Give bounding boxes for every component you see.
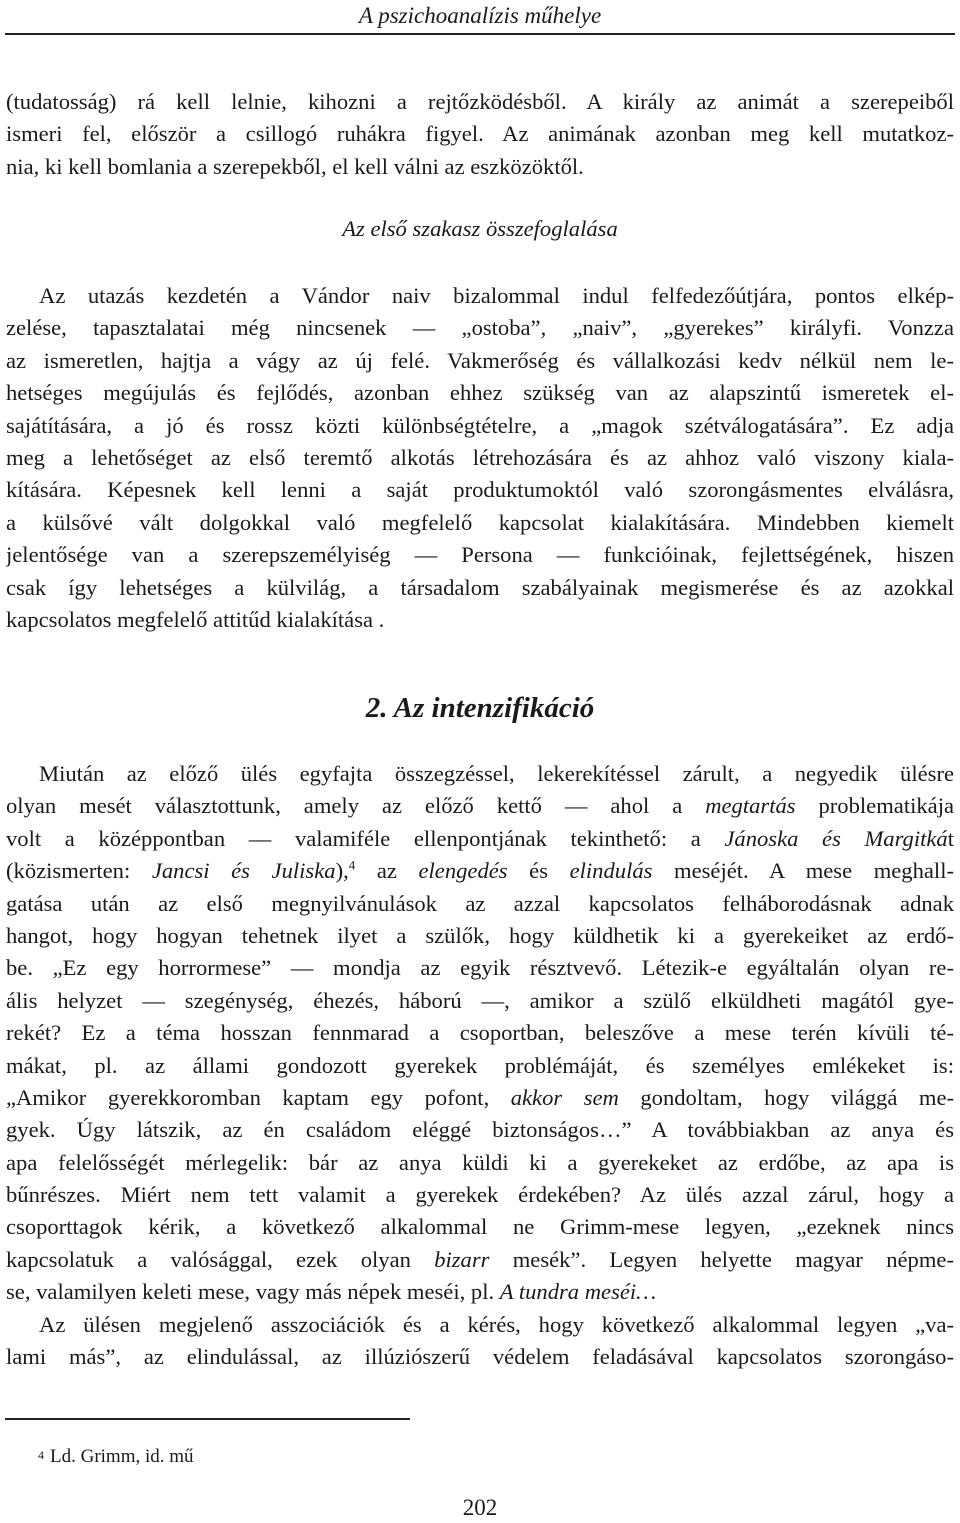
subsection-title: Az első szakasz összefoglalása xyxy=(342,216,618,241)
running-title: A pszichoanalízis műhelye xyxy=(358,3,602,28)
page-number: 202 xyxy=(462,1495,498,1520)
text-line: se, valamilyen keleti mese, vagy más népek meséi, pl. A tundra meséi… xyxy=(6,1279,657,1305)
summary-paragraph xyxy=(6,280,954,636)
emphasis: elindulás xyxy=(569,858,653,884)
emphasis: bizarr xyxy=(434,1246,490,1272)
text-line: volt a középpontban — valamiféle ellenpontjának tekinthető: a Jánoska és Margitkát xyxy=(6,825,954,851)
text-line: olyan mesét választottunk, amely az előző kettő — ahol a megtartás problematikája xyxy=(6,793,954,819)
text-line: a külsővé vált dolgokkal való megfelelő kapcsolat kialakítására. Mindebben kiemelt xyxy=(6,509,954,535)
text-line: ismeri fel, először a csillogó ruhákra figyel. Az animának azonban meg kell mutatkoz- xyxy=(6,121,954,147)
text-line: bűnrészes. Miért nem tett valamit a gyerekek érdekében? Az ülés azzal zárul, hogy a xyxy=(6,1182,954,1208)
text-line: Az ülésen megjelenő asszociációk és a kérés, hogy következő alkalommal legyen „va- xyxy=(39,1311,954,1337)
header-rule xyxy=(5,33,955,35)
text-line: jelentősége van a szerepszemélyiség — Persona — funkcióinak, fejlettségének, hiszen xyxy=(6,542,954,568)
text-line: kítására. Képesnek kell lenni a saját produktumoktól való szorongásmentes elválásra, xyxy=(6,477,954,503)
footnote-text: Ld. Grimm, id. mű xyxy=(50,1446,194,1467)
paragraph-continuation xyxy=(6,86,954,183)
text-line: be. „Ez egy horrormese” — mondja az egyik résztvevő. Létezik-e egyáltalán olyan re- xyxy=(6,955,954,981)
emphasis: A tundra meséi… xyxy=(499,1279,657,1305)
text-line: (tudatosság) rá kell lelnie, kihozni a rejtőzködésből. A király az animát a szerepeiből xyxy=(6,89,954,114)
section-paragraph xyxy=(6,758,954,1373)
text-line: hetséges megújulás és fejlődés, azonban ehhez szükség van az alapszintű ismeretek el- xyxy=(6,380,954,406)
text-line: (közismerten: Jancsi és Juliska),$^4$ az elengedés és elindulás meséjét. A mese meghall- xyxy=(6,857,954,884)
text-line: az ismeretlen, hajtja a vágy az új felé. Vakmerőség és vállalkozási kedv nélkül nem le- xyxy=(6,347,954,373)
text-line: „Amikor gyerekkoromban kaptam egy pofont, akkor sem gondoltam, hogy világgá me- xyxy=(6,1084,954,1110)
text-line: gatása után az első megnyilvánulások az azzal kapcsolatos felháborodásnak adnak xyxy=(6,890,954,916)
text-line: sajátítására, a jó és rossz közti különbségtételre, a „magok szétválogatására”. Ez adja xyxy=(6,412,954,438)
emphasis: Jancsi és Juliska xyxy=(151,858,336,884)
text-line: lami más”, az elindulással, az illúziószerű védelem feladásával kapcsolatos szorongáso- xyxy=(6,1344,954,1370)
text-line: csoporttagok kérik, a következő alkalommal ne Grimm-mese legyen, „ezeknek nincs xyxy=(6,1214,954,1240)
text-line: csak így lehetséges a külvilág, a társadalom szabályainak megismerése és az azokkal xyxy=(6,574,954,600)
text-line: kapcsolatuk a valósággal, ezek olyan bizarr mesék”. Legyen helyette magyar népme- xyxy=(6,1246,954,1272)
text-line: meg a lehetőséget az első teremtő alkotás létrehozására és az ahhoz való viszony kiala- xyxy=(6,444,954,470)
footnote-marker: 4 xyxy=(38,1448,44,1462)
emphasis: Jánoska és Margitká xyxy=(724,825,948,851)
text-line: Miután az előző ülés egyfajta összegzéssel, lekerekítéssel zárult, a negyedik ülésre xyxy=(39,761,954,786)
text-line: kapcsolatos megfelelő attitűd kialakítása . xyxy=(6,606,385,632)
footnote-reference: 4 xyxy=(348,857,356,873)
text-line: nia, ki kell bomlania a szerepekből, el kell válni az eszközöktől. xyxy=(6,153,584,179)
emphasis: megtartás xyxy=(705,793,796,819)
footnote xyxy=(38,1444,194,1470)
text-line: Az utazás kezdetén a Vándor naiv bizalommal indul felfedezőútjára, pontos elkép- xyxy=(39,283,954,308)
section-title: 2. Az intenzifikáció xyxy=(365,692,595,724)
text-line: rekét? Ez a téma hosszan fennmarad a csoportban, beleszőve a mese terén kívüli té- xyxy=(6,1020,954,1046)
text-line: mákat, pl. az állami gondozott gyerekek problémáját, és személyes emlékeket is: xyxy=(6,1052,954,1078)
emphasis: elengedés xyxy=(418,858,508,884)
text-line: gyek. Úgy látszik, az én családom eléggé biztonságos…” A továbbiakban az anya és xyxy=(6,1117,954,1143)
text-line: zelése, tapasztalatai még nincsenek — „ostoba”, „naiv”, „gyerekes” királyfi. Vonzza xyxy=(6,315,954,341)
text-line: ális helyzet — szegénység, éhezés, háború —, amikor a szülő elküldheti magától gye- xyxy=(6,987,954,1013)
emphasis: akkor sem xyxy=(510,1084,619,1110)
footnote-rule xyxy=(5,1418,410,1420)
text-line: apa felelősségét mérlegelik: bár az anya küldi ki a gyerekeket az erdőbe, az apa is xyxy=(6,1149,954,1175)
text-line: hangot, hogy hogyan tehetnek ilyet a szülők, hogy küldhetik ki a gyerekeiket az erdő- xyxy=(6,922,954,948)
